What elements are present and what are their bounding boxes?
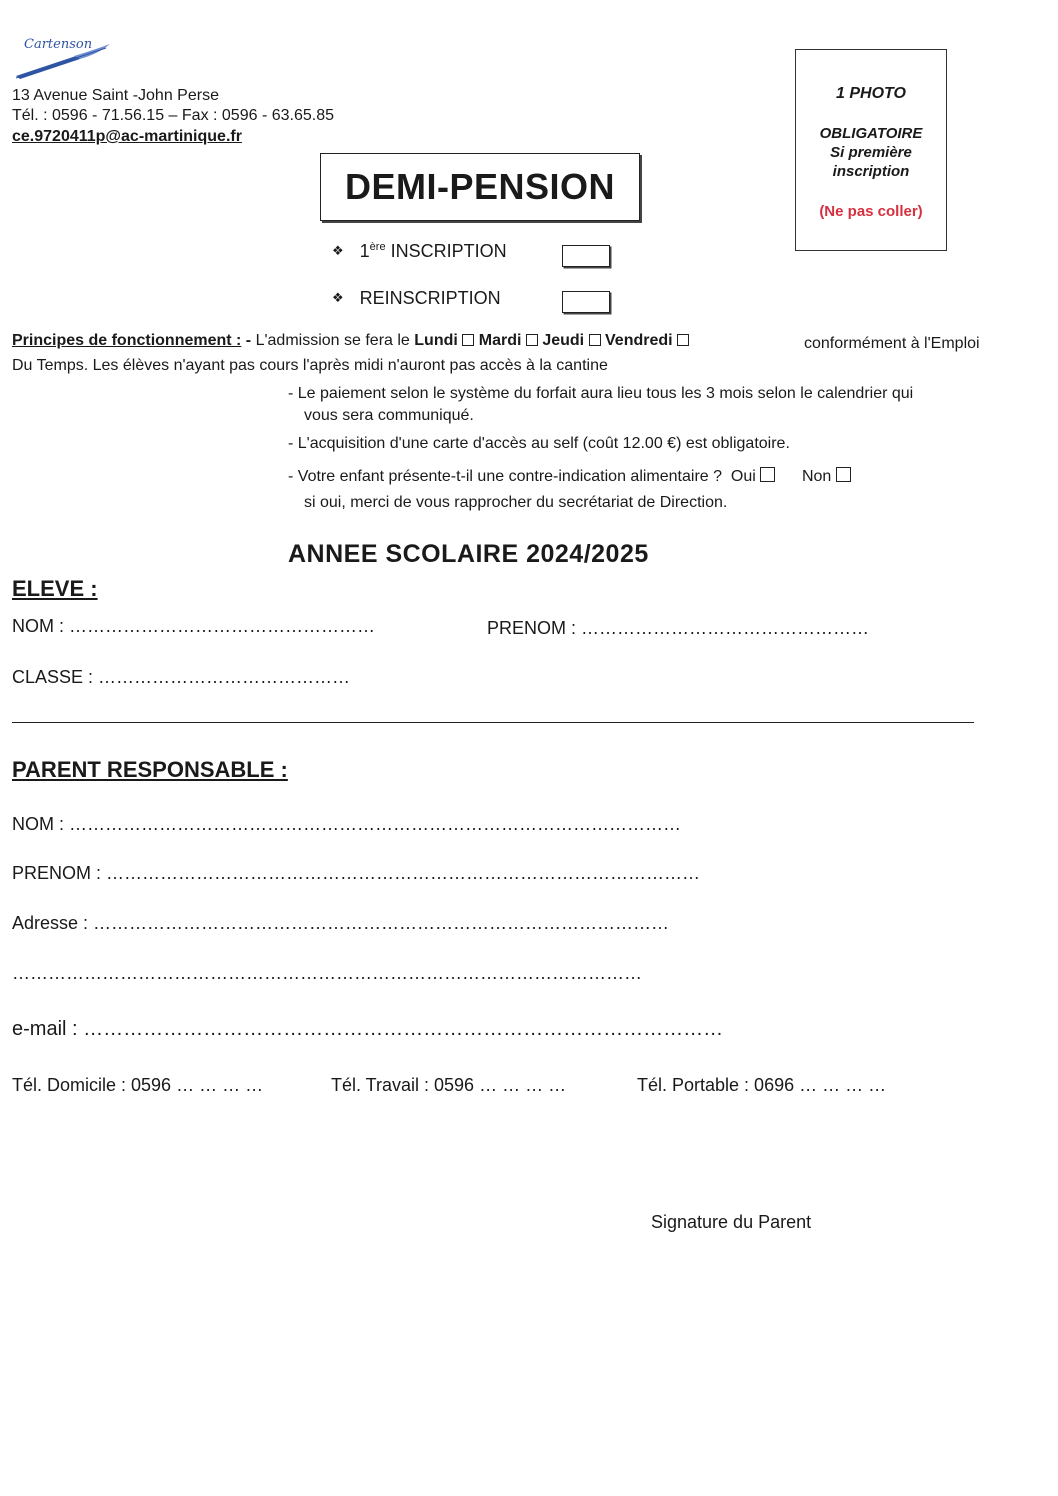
school-address: 13 Avenue Saint -John Perse — [12, 87, 219, 104]
parent-signature-label: Signature du Parent — [651, 1212, 812, 1232]
principles-bullet-diet: - Votre enfant présente-t-il une contre-indication alimentaire ? Oui Non — [288, 467, 851, 486]
page-title: DEMI-PENSION — [344, 166, 616, 207]
work-phone-field[interactable]: Tél. Travail : 0596 … … … … — [331, 1075, 567, 1095]
student-class-field[interactable]: CLASSE : …………………………………… — [12, 667, 351, 687]
oui-label: Oui — [730, 468, 756, 485]
parent-first-name-field[interactable]: PRENOM : ……………………………………………………………………………………… — [12, 863, 701, 883]
school-phone-fax: Tél. : 0596 - 71.56.15 – Fax : 0596 - 63.65.85 — [12, 107, 334, 124]
principles-conform: conformément à l'Emploi — [804, 335, 980, 352]
lundi-checkbox[interactable] — [462, 334, 474, 346]
photo-inscription: inscription — [832, 163, 910, 180]
photo-first-registration: Si première — [830, 144, 912, 161]
day-lundi: Lundi — [414, 332, 458, 349]
school-email-link[interactable]: ce.9720411p@ac-martinique.fr — [12, 128, 242, 145]
principles-line-1: Principes de fonctionnement : - L'admission se fera le Lundi Mardi Jeudi Vendredi — [12, 332, 689, 350]
section-divider — [12, 722, 974, 723]
student-section-heading: ELEVE : — [12, 576, 98, 601]
parent-section-heading: PARENT RESPONSABLE : — [12, 757, 288, 782]
option-first-inscription: ❖ 1ère INSCRIPTION — [332, 241, 507, 261]
mobile-phone-field[interactable]: Tél. Portable : 0696 … … … … — [637, 1075, 887, 1095]
principles-bullet-card: - L'acquisition d'une carte d'accès au self (coût 12.00 €) est obligatoire. — [288, 435, 790, 452]
parent-address-field-line-2[interactable]: …………………………………………………………………………………………… — [12, 963, 642, 983]
school-logo — [14, 34, 114, 82]
day-mardi: Mardi — [478, 332, 522, 349]
photo-no-glue-note: (Ne pas coller) — [819, 203, 923, 220]
diamond-bullet-icon: ❖ — [332, 243, 344, 258]
student-last-name-field[interactable]: NOM : …………………………………………… — [12, 616, 375, 636]
principles-heading: Principes de fonctionnement : — [12, 332, 242, 349]
non-checkbox[interactable] — [836, 467, 851, 482]
mardi-checkbox[interactable] — [526, 334, 538, 346]
photo-label: 1 PHOTO — [836, 85, 906, 102]
oui-checkbox[interactable] — [760, 467, 775, 482]
photo-box — [795, 49, 947, 251]
parent-address-field[interactable]: Adresse : …………………………………………………………………………………… — [12, 913, 670, 933]
day-jeudi: Jeudi — [542, 332, 585, 349]
home-phone-field[interactable]: Tél. Domicile : 0596 … … … … — [12, 1075, 264, 1095]
principles-line-2: Du Temps. Les élèves n'ayant pas cours l'après midi n'auront pas accès à la cantine — [12, 357, 608, 374]
principles-bullet-diet-cont: si oui, merci de vous rapprocher du secrétariat de Direction. — [304, 494, 728, 511]
school-year-heading: ANNEE SCOLAIRE 2024/2025 — [288, 540, 649, 568]
vendredi-checkbox[interactable] — [677, 334, 689, 346]
parent-email-field[interactable]: e-mail : …………………………………………………………………………………… — [12, 1018, 724, 1040]
principles-bullet-payment-cont: vous sera communiqué. — [304, 407, 474, 424]
photo-mandatory: OBLIGATOIRE — [819, 125, 923, 142]
title-box — [320, 153, 640, 221]
student-first-name-field[interactable]: PRENOM : ………………………………………… — [487, 618, 870, 638]
non-label: Non — [801, 468, 832, 485]
day-vendredi: Vendredi — [605, 332, 673, 349]
diamond-bullet-icon: ❖ — [332, 290, 344, 305]
first-inscription-checkbox[interactable] — [562, 245, 610, 267]
jeudi-checkbox[interactable] — [589, 334, 601, 346]
option-reinscription: ❖ REINSCRIPTION — [332, 288, 501, 308]
parent-last-name-field[interactable]: NOM : ………………………………………………………………………………………… — [12, 814, 681, 834]
principles-bullet-payment: - Le paiement selon le système du forfait aura lieu tous les 3 mois selon le calendrier qui — [288, 385, 914, 402]
logo-text: Cartenson — [24, 37, 93, 52]
reinscription-checkbox[interactable] — [562, 291, 610, 313]
